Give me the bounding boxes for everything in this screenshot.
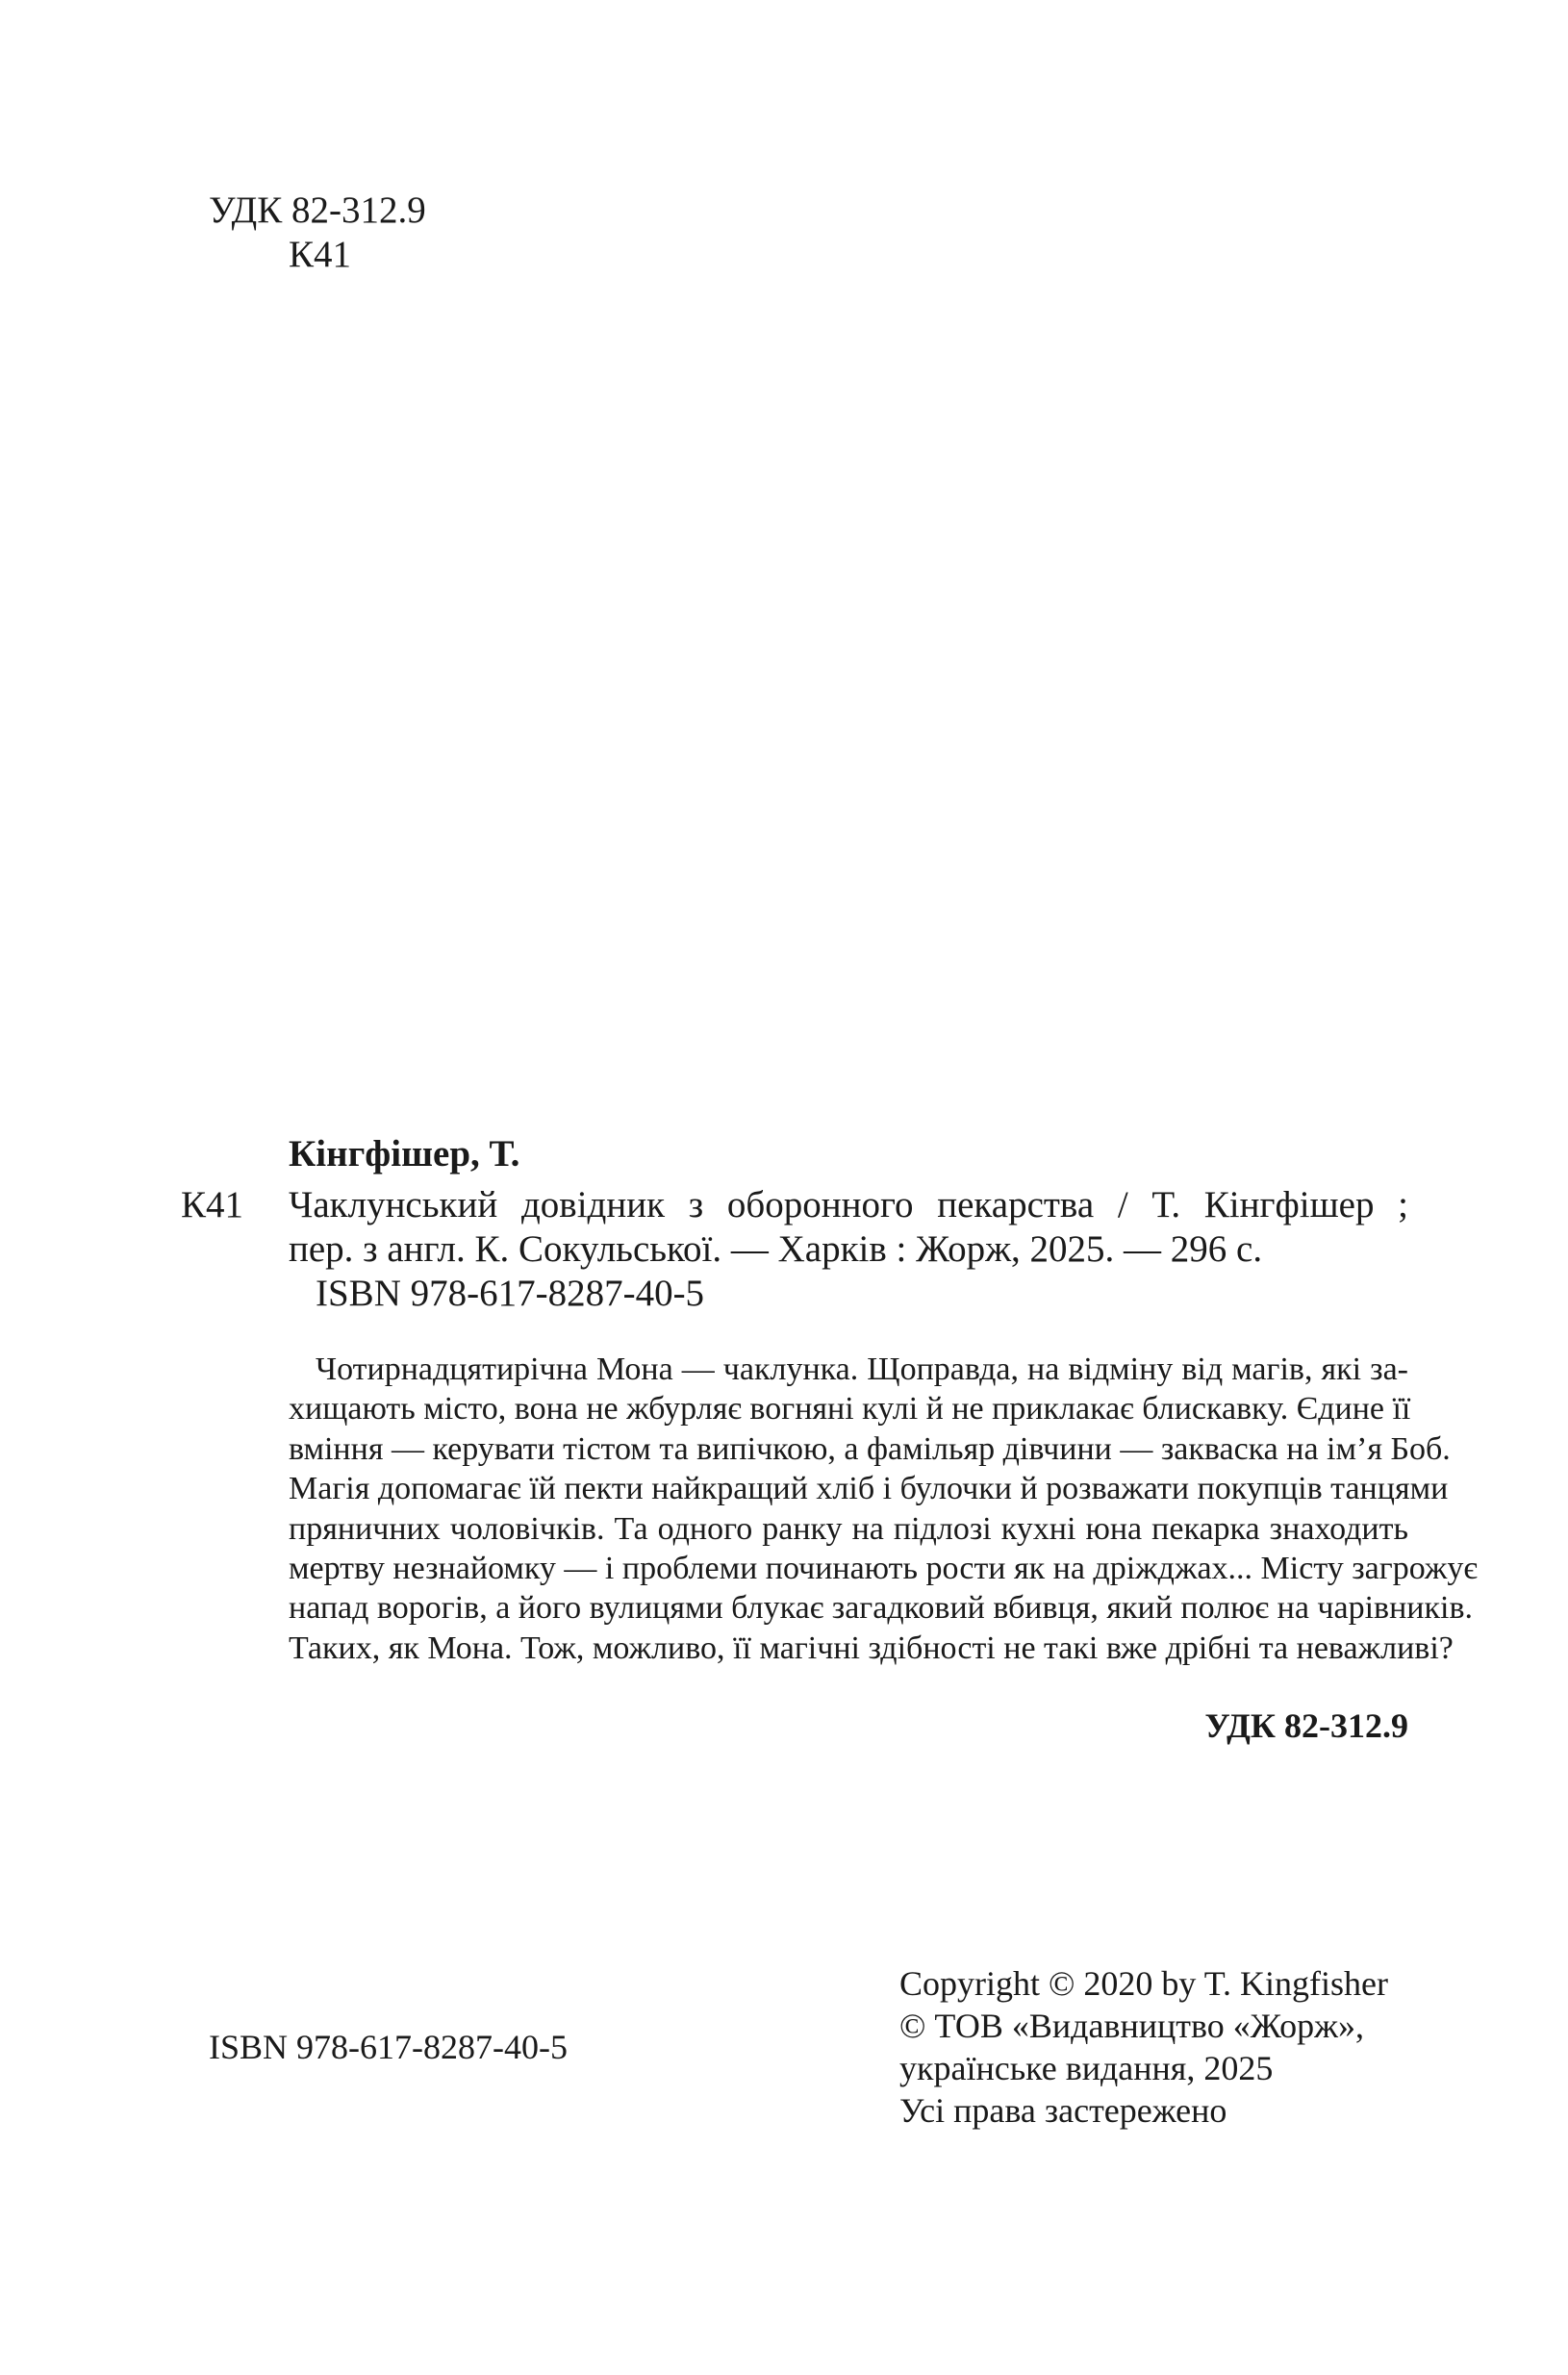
annotation-line: пряничних чоловічків. Та одного ранку на підлозі кухні юна пекарка знаходить [289,1510,1408,1547]
isbn-bottom: ISBN 978-617-8287-40-5 [209,2028,568,2066]
catalog-isbn: ISBN 978-617-8287-40-5 [316,1273,705,1314]
copyright-block [899,1962,1388,2132]
udk-code-top: УДК 82-312.9 [209,189,426,231]
annotation-line: Магія допомагає їй пекти найкращий хліб і булочки й розважати покупців танцями [289,1471,1449,1507]
annotation-line: Чотирнадцятирічна Мона — чаклунка. Щоправда, на відміну від магів, які за- [316,1352,1408,1387]
annotation-line: мертву незнайомку — і проблеми починають рости як на дріжджах... Місту загрожує [289,1551,1478,1587]
catalog-title-line: Чаклунський довідник з оборонного пекарства / Т. Кінгфішер ; [289,1184,1408,1225]
copyright-line: © ТОВ «Видавництво «Жорж», [899,2007,1365,2045]
copyright-line: Усі права застережено [899,2091,1227,2130]
catalog-publication-line: пер. з англ. К. Сокульської. — Харків : Жорж, 2025. — 296 с. [289,1228,1263,1270]
catalog-author-mark: К41 [181,1184,244,1225]
udk-code-bottom: УДК 82-312.9 [1204,1706,1408,1745]
copyright-line: українське видання, 2025 [899,2049,1274,2087]
annotation-line: хищають місто, вона не жбурляє вогняні кулі й не приклакає блискавку. Єдине її [289,1391,1411,1428]
annotation [289,1350,1478,1668]
annotation-line: вміння — керувати тістом та випічкою, а фамільяр дівчини — закваска на ім’я Боб. [289,1430,1451,1467]
author-mark-top: К41 [289,234,352,275]
annotation-line: Таких, як Мона. Тож, можливо, її магічні здібності не такі вже дрібні та неважливі? [289,1630,1454,1666]
copyright-line: Copyright © 2020 by T. Kingfisher [899,1964,1388,2003]
annotation-line: напад ворогів, а його вулицями блукає загадковий вбивця, який полює на чарівників. [289,1590,1474,1627]
catalog-author: Кінгфішер, Т. [289,1133,520,1175]
